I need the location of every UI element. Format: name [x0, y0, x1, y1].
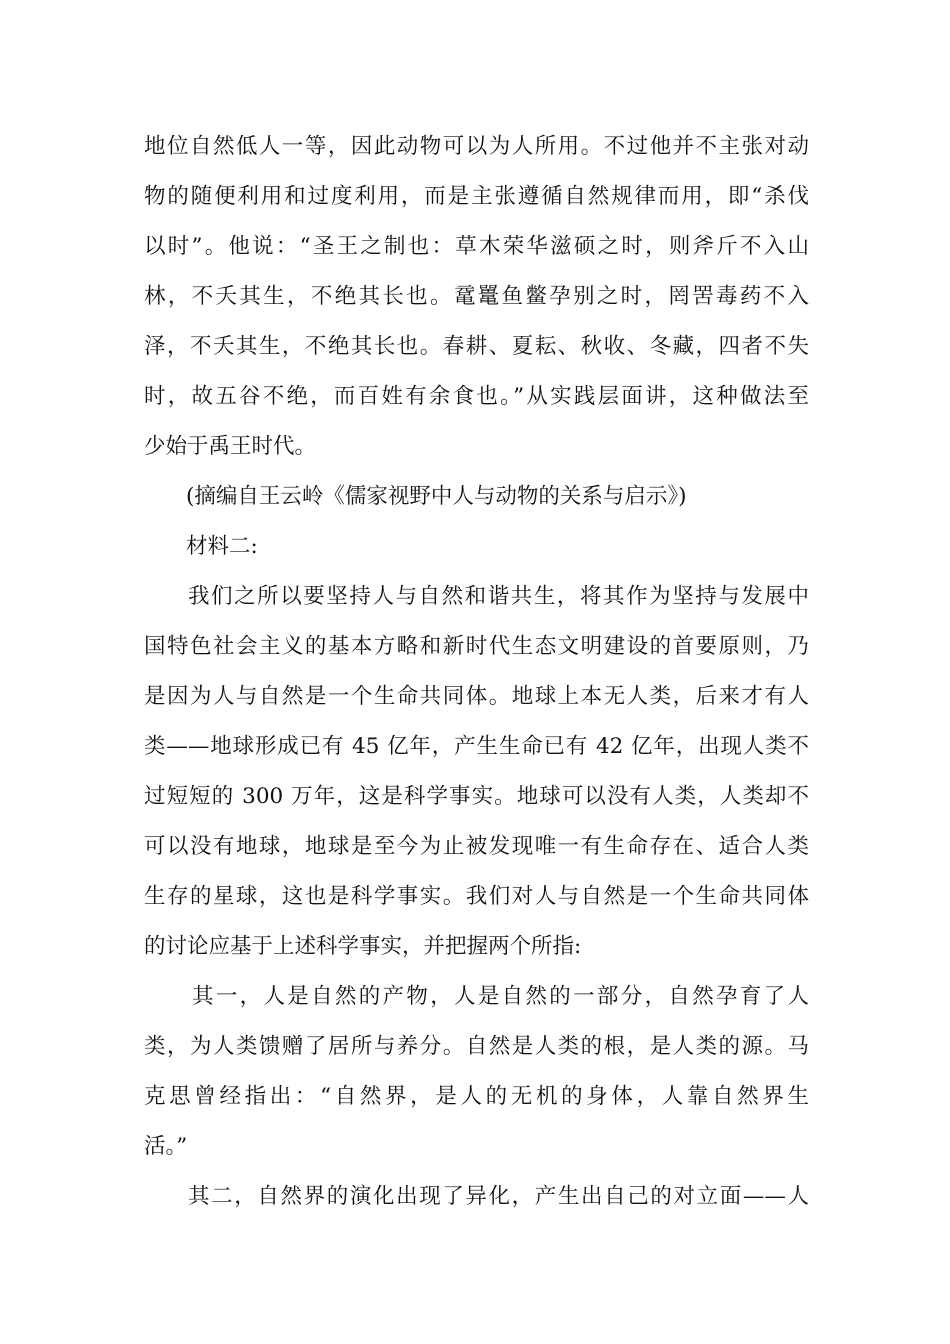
text-line: 泽，不夭其生，不绝其长也。春耕、夏耘、秋收、冬藏，四者不失	[144, 334, 809, 359]
section-heading: 材料二:	[186, 534, 258, 559]
text-line: 国特色社会主义的基本方略和新时代生态文明建设的首要原则，乃	[144, 634, 809, 659]
text-line: 生存的星球，这也是科学事实。我们对人与自然是一个生命共同体	[144, 884, 809, 909]
text-line: 林，不夭其生，不绝其长也。鼋鼍鱼鳖孕别之时，罔罟毒药不入	[144, 284, 809, 309]
text-line: 可以没有地球，地球是至今为止被发现唯一有生命存在、适合人类	[144, 834, 809, 859]
source-citation: (摘编自王云岭《儒家视野中人与动物的关系与启示》)	[186, 484, 687, 509]
text-line: 少始于禹王时代。	[144, 434, 317, 459]
text-line: 类——地球形成已有 45 亿年，产生生命已有 42 亿年，出现人类不	[144, 734, 809, 759]
text-line: 我们之所以要坚持人与自然和谐共生，将其作为坚持与发展中	[188, 584, 809, 609]
text-line: 过短短的 300 万年，这是科学事实。地球可以没有人类，人类却不	[144, 784, 809, 809]
text-line: 其一，人是自然的产物，人是自然的一部分，自然孕育了人	[192, 984, 809, 1009]
text-line: 克思曾经指出：“自然界，是人的无机的身体，人靠自然界生	[144, 1084, 809, 1109]
text-line: 的讨论应基于上述科学事实，并把握两个所指:	[144, 934, 582, 959]
text-line: 物的随便利用和过度利用，而是主张遵循自然规律而用，即“杀伐	[144, 184, 809, 209]
text-line: 活。”	[144, 1134, 188, 1159]
text-line: 是因为人与自然是一个生命共同体。地球上本无人类，后来才有人	[144, 684, 809, 709]
text-line: 地位自然低人一等，因此动物可以为人所用。不过他并不主张对动	[144, 134, 809, 159]
text-line: 以时”。他说：“圣王之制也：草木荣华滋硕之时，则斧斤不入山	[144, 234, 809, 259]
text-line: 时，故五谷不绝，而百姓有余食也。”从实践层面讲，这种做法至	[144, 384, 809, 409]
text-line: 类，为人类馈赠了居所与养分。自然是人类的根，是人类的源。马	[144, 1034, 809, 1059]
text-line: 其二，自然界的演化出现了异化，产生出自己的对立面——人	[188, 1184, 809, 1209]
